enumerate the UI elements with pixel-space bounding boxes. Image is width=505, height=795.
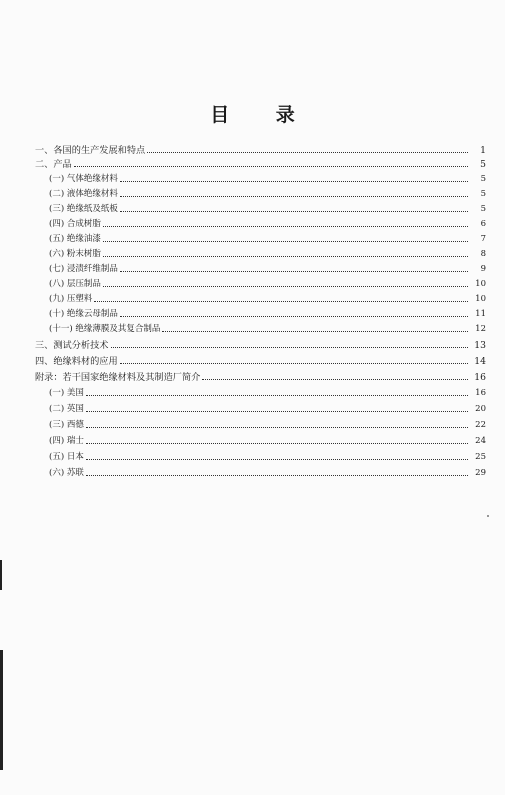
dot-leader	[86, 432, 468, 444]
toc-entry	[49, 233, 486, 245]
toc-entry-text: (二) 英国	[49, 404, 84, 414]
toc-entry-text: (五) 绝缘油漆	[49, 234, 101, 244]
toc-entry-text: (三) 西德	[49, 420, 84, 430]
dot-leader	[202, 368, 468, 380]
toc-entry	[49, 403, 486, 415]
toc-entry	[49, 218, 486, 230]
dot-leader	[94, 290, 468, 302]
dot-leader	[111, 336, 469, 348]
dot-leader	[86, 448, 468, 460]
toc-entry-page: 5	[480, 189, 486, 199]
toc-entry-page: 5	[480, 159, 486, 170]
toc-entry	[49, 293, 486, 305]
toc-entry	[49, 419, 486, 431]
toc-entry-page: 6	[480, 219, 486, 229]
toc-entry-page: 20	[475, 404, 486, 414]
dot-leader	[86, 464, 468, 476]
toc-entry-page: 24	[475, 436, 486, 446]
toc-entry	[49, 467, 486, 479]
toc-entry-text: (四) 合成树脂	[49, 219, 101, 229]
toc-entry-text: 四、绝缘料材的应用	[35, 356, 118, 367]
toc-entry-text: 附录：若干国家绝缘材料及其制造厂简介	[35, 372, 201, 383]
dot-leader	[120, 200, 468, 212]
toc-entry-text: (二) 液体绝缘材料	[49, 189, 118, 199]
toc-entry	[49, 173, 486, 185]
toc-entry-text: 一、各国的生产发展和特点	[35, 145, 146, 156]
toc-entry-page: 10	[475, 294, 486, 304]
toc-entry-text: (五) 日本	[49, 452, 84, 462]
toc-entry-text: (六) 粉末树脂	[49, 249, 101, 259]
toc-entry-page: 8	[480, 249, 486, 259]
toc-entry-text: (三) 绝缘纸及纸板	[49, 204, 118, 214]
toc-entry-text: (七) 浸渍纤维制品	[49, 264, 118, 274]
toc-entry-text: (四) 瑞士	[49, 436, 84, 446]
toc-entry-text: (九) 压塑料	[49, 294, 93, 304]
dot-leader	[103, 245, 468, 257]
toc-entry-page: 7	[480, 234, 486, 244]
dot-leader	[74, 155, 468, 167]
scan-edge-mark	[0, 650, 3, 770]
toc-entry	[49, 387, 486, 399]
toc-entry-page: 22	[475, 420, 486, 430]
toc-entry-page: 13	[474, 340, 486, 351]
toc-entry	[35, 339, 486, 351]
toc-entry	[49, 188, 486, 200]
dot-leader	[103, 230, 468, 242]
toc-entry-text: (一) 美国	[49, 388, 84, 398]
dot-leader	[120, 170, 468, 182]
dot-leader	[147, 141, 468, 153]
toc-entry-text: (一) 气体绝缘材料	[49, 174, 118, 184]
toc-entry	[49, 308, 486, 320]
toc-entry-page: 5	[480, 204, 486, 214]
toc-entry-text: (八) 层压制品	[49, 279, 101, 289]
toc-entry-text: 三、测试分析技术	[35, 340, 109, 351]
toc-entry-page: 14	[474, 356, 486, 367]
toc-entry	[49, 323, 486, 335]
toc-entry	[49, 263, 486, 275]
toc-entry-page: 1	[480, 145, 486, 156]
toc-entry	[35, 355, 486, 367]
toc-entry	[49, 248, 486, 260]
dot-leader	[120, 352, 468, 364]
toc-entry	[49, 435, 486, 447]
toc-entry-page: 10	[475, 279, 486, 289]
scan-edge-mark	[0, 560, 2, 590]
dot-leader	[162, 320, 468, 332]
toc-entry	[49, 451, 486, 463]
page-title: 目 录	[210, 104, 315, 126]
dot-leader	[120, 185, 468, 197]
toc-entry-text: (十) 绝缘云母制品	[49, 309, 118, 319]
toc-entry-page: 16	[474, 372, 486, 383]
dot-leader	[86, 416, 468, 428]
dot-leader	[86, 384, 468, 396]
toc-entry-text: (六) 苏联	[49, 468, 84, 478]
toc-entry-page: 9	[480, 264, 486, 274]
toc-entry-page: 16	[475, 388, 486, 398]
toc-entry-page: 29	[475, 468, 486, 478]
dot-leader	[103, 215, 468, 227]
toc-entry-page: 5	[480, 174, 486, 184]
toc-entry-page: 11	[475, 309, 486, 319]
toc-entry-text: 二、产品	[35, 159, 72, 170]
dot-leader	[86, 400, 468, 412]
dot-leader	[120, 305, 468, 317]
dot-leader	[120, 260, 468, 272]
toc-entry	[35, 371, 486, 383]
toc-entry	[35, 158, 486, 170]
toc-entry-page: 12	[475, 324, 486, 334]
toc-entry-text: (十一) 绝缘薄膜及其复合制品	[49, 324, 161, 334]
scan-speck	[487, 515, 489, 517]
dot-leader	[103, 275, 468, 287]
toc-entry-page: 25	[475, 452, 486, 462]
toc-entry	[49, 278, 486, 290]
toc-entry	[49, 203, 486, 215]
